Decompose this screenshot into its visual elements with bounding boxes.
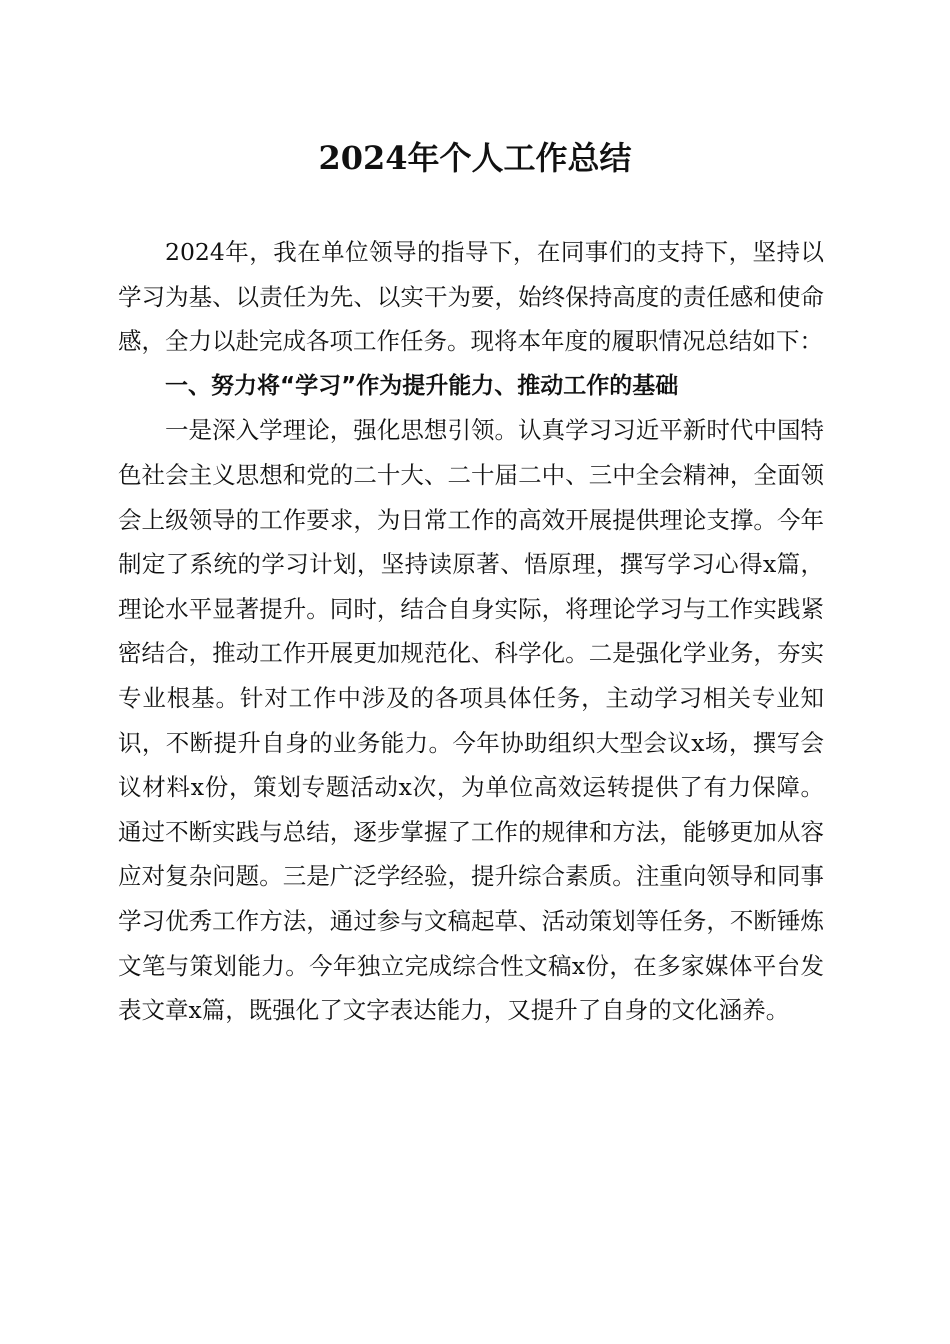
section-1-paragraph: 一是深入学理论，强化思想引领。认真学习习近平新时代中国特色社会主义思想和党的二十大、二十届二中、三中全会精神，全面领会上级领导的工作要求，为日常工作的高效开展提供理论支撑。今年制定了系统的学习计划，坚持读原著、悟原理，撰写学习心得x篇，理论水平显著提升。同时，结合自身实际，将理论学习与工作实践紧密结合，推动工作开展更加规范化、科学化。二是强化学业务，夯实专业根基。针对工作中涉及的各项具体任务，主动学习相关专业知识，不断提升自身的业务能力。今年协助组织大型会议x场，撰写会议材料x份，策划专题活动x次，为单位高效运转提供了有力保障。通过不断实践与总结，逐步掌握了工作的规律和方法，能够更加从容应对复杂问题。三是广泛学经验，提升综合素质。注重向领导和同事学习优秀工作方法，通过参与文稿起草、活动策划等任务，不断锤炼文笔与策划能力。今年独立完成综合性文稿x份，在多家媒体平台发表文章x篇，既强化了文字表达能力，又提升了自身的文化涵养。 xyxy=(118,416,824,1025)
document-body xyxy=(118,230,824,1033)
intro-paragraph: 2024年，我在单位领导的指导下，在同事们的支持下，坚持以学习为基、以责任为先、以实干为要，始终保持高度的责任感和使命感，全力以赴完成各项工作任务。现将本年度的履职情况总结如下： xyxy=(118,238,824,356)
document-title: 2024年个人工作总结 xyxy=(318,139,632,177)
section-heading-1: 一、努力将“学习”作为提升能力、推动工作的基础 xyxy=(165,372,679,399)
